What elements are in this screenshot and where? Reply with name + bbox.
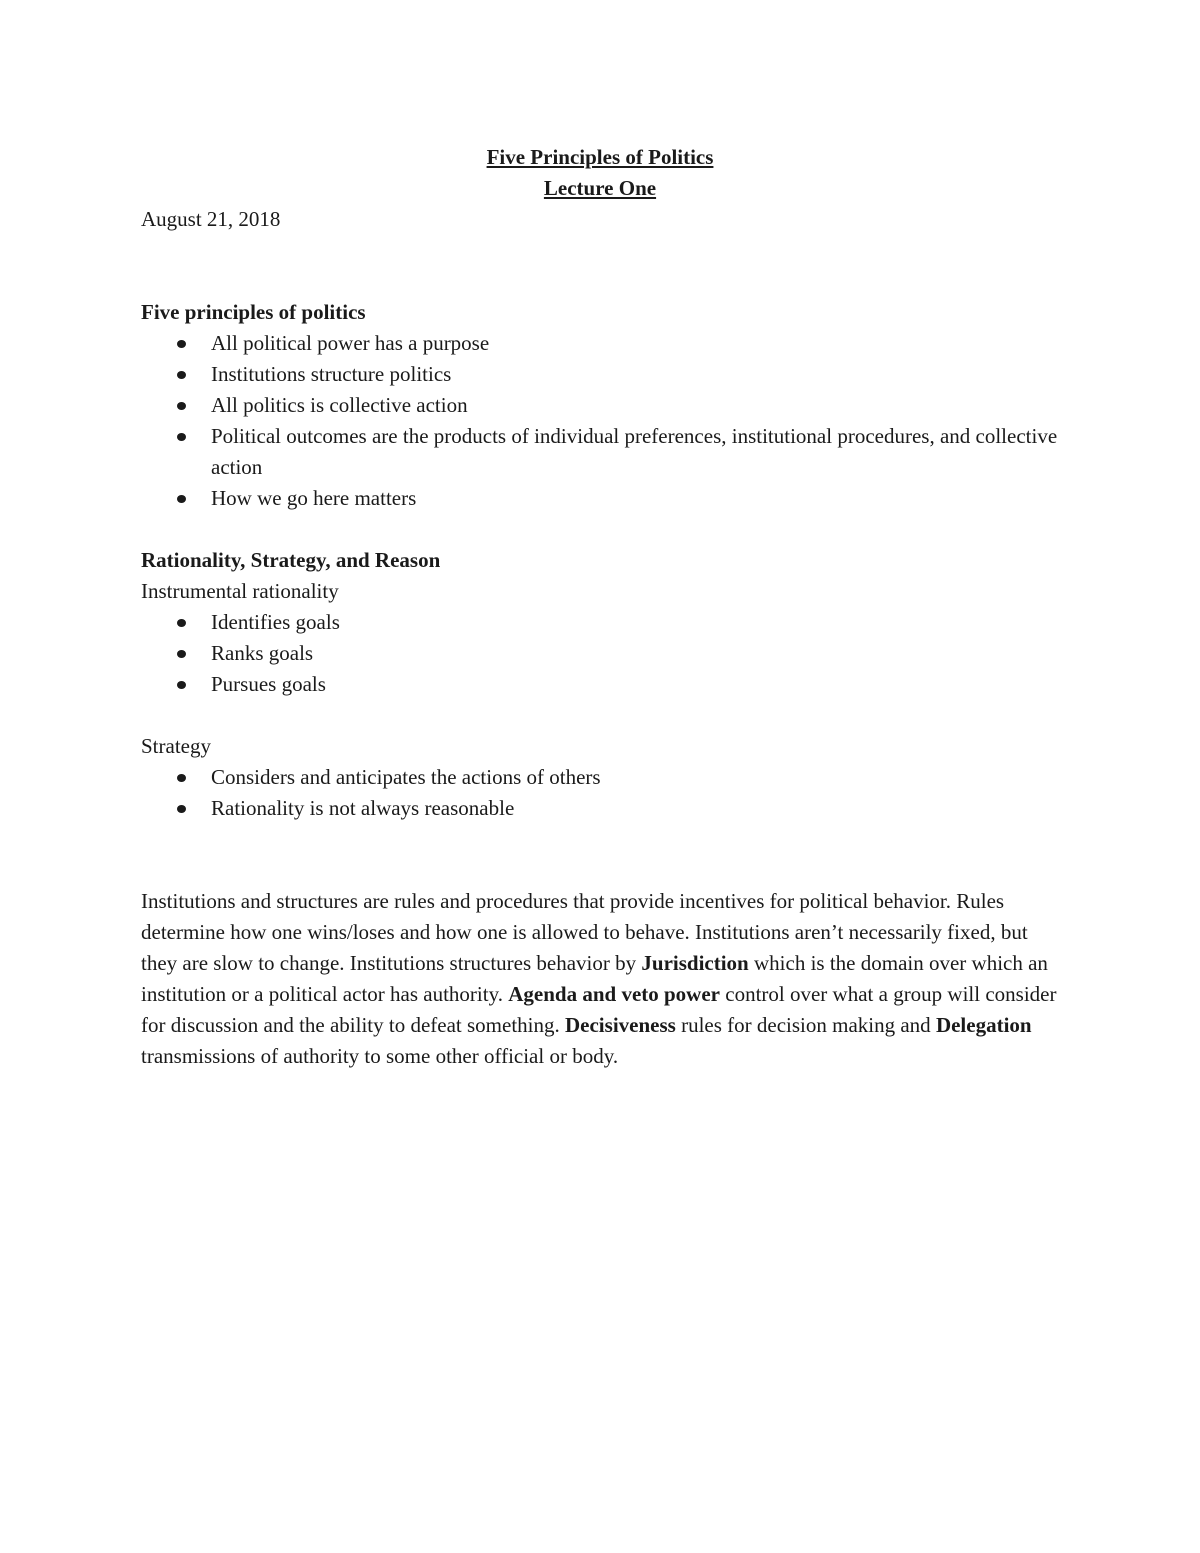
bullet-icon	[177, 495, 186, 503]
term-delegation: Delegation	[935, 1013, 1032, 1037]
list-item	[141, 483, 1061, 514]
bullet-icon	[177, 433, 186, 441]
document-subtitle: Lecture One	[543, 176, 657, 200]
title-block	[0, 142, 1200, 204]
body-paragraph	[141, 886, 1061, 1072]
list-item	[141, 638, 1061, 669]
section-label: Strategy	[141, 734, 211, 758]
list-item-text: Ranks goals	[211, 641, 314, 665]
list-item	[141, 390, 1061, 421]
list-item-text: Pursues goals	[211, 672, 326, 696]
list-item-text: Institutions structure politics	[211, 362, 452, 386]
bullet-icon	[177, 371, 186, 379]
term-jurisdiction: Jurisdiction	[641, 951, 749, 975]
bullet-icon	[177, 619, 186, 627]
bullet-icon	[177, 805, 186, 813]
list-item-text: Political outcomes are the products of individual preferences, institutional procedures, and collective action	[211, 424, 1058, 479]
list-item	[141, 328, 1061, 359]
paragraph-text: control over what a group will consider for discussion and the ability to defeat something.	[141, 982, 1057, 1037]
document-title: Five Principles of Politics	[486, 145, 714, 169]
list-item-text: How we go here matters	[211, 486, 417, 510]
list-item	[141, 607, 1061, 638]
bullet-icon	[177, 681, 186, 689]
list-item-text: Considers and anticipates the actions of others	[211, 765, 601, 789]
document-date: August 21, 2018	[141, 207, 281, 231]
bullet-icon	[177, 340, 186, 348]
paragraph-text: transmissions of authority to some other official or body.	[141, 1044, 619, 1068]
bullet-icon	[177, 774, 186, 782]
section-five-principles	[141, 297, 1061, 514]
bullet-list	[141, 607, 1061, 700]
bullet-icon	[177, 402, 186, 410]
list-item-text: Rationality is not always reasonable	[211, 796, 515, 820]
list-item-text: All politics is collective action	[211, 393, 468, 417]
list-item	[141, 421, 1061, 483]
list-item	[141, 669, 1061, 700]
section-heading: Rationality, Strategy, and Reason	[141, 548, 441, 572]
list-item	[141, 359, 1061, 390]
bullet-list	[141, 762, 1061, 824]
paragraph-text: which is the domain over which an institution or a political actor has authority.	[141, 951, 1048, 1006]
bullet-icon	[177, 650, 186, 658]
term-decisiveness: Decisiveness	[565, 1013, 676, 1037]
section-sublabel: Instrumental rationality	[141, 579, 339, 603]
section-strategy	[141, 731, 1061, 824]
section-rationality	[141, 545, 1061, 700]
list-item-text: Identifies goals	[211, 610, 340, 634]
list-item	[141, 793, 1061, 824]
term-agenda-veto-power: Agenda and veto power	[508, 982, 720, 1006]
paragraph-text: rules for decision making and	[675, 1013, 936, 1037]
section-heading: Five principles of politics	[141, 300, 366, 324]
list-item	[141, 762, 1061, 793]
list-item-text: All political power has a purpose	[211, 331, 490, 355]
bullet-list	[141, 328, 1061, 514]
paragraph-text: Institutions and structures are rules and procedures that provide incentives for political behavior. Rules determine how one wins/loses and how one is allowed to behave. Institutions aren’t necessarily fixed, but they are slow to change. Institutions structures behavior by	[141, 889, 1028, 975]
